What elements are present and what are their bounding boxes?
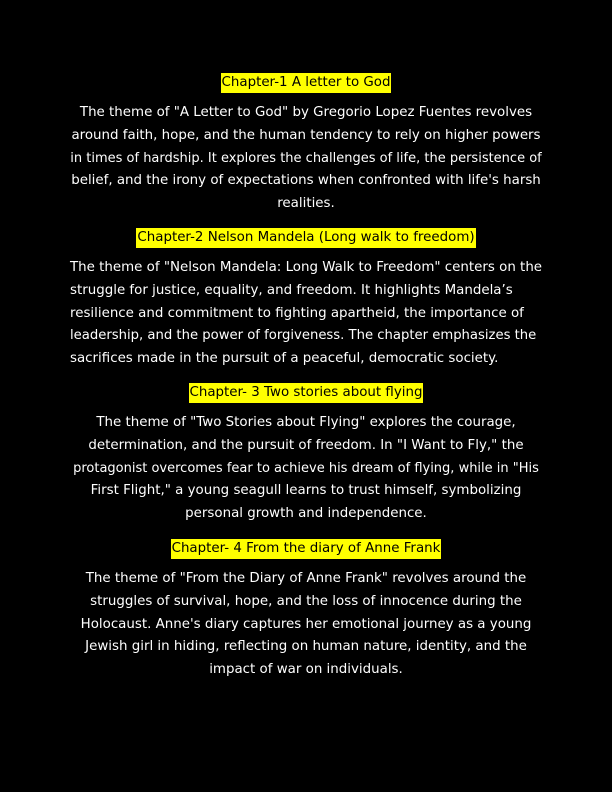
paragraph-line: Holocaust. Anne's diary captures her emotional journey as a young <box>80 616 532 632</box>
chapter-3-heading: Chapter- 3 Two stories about flying <box>189 383 424 403</box>
paragraph-line: leadership, and the power of forgiveness. The chapter emphasizes the <box>70 328 537 344</box>
paragraph-line: realities. <box>277 196 335 212</box>
chapter-3-section <box>70 381 542 526</box>
paragraph-line: First Flight," a young seagull learns to trust himself, symbolizing <box>90 483 522 499</box>
chapter-4-paragraph <box>70 568 542 682</box>
paragraph-line: personal growth and independence. <box>185 506 427 522</box>
paragraph-line: The theme of "From the Diary of Anne Frank" revolves around the <box>85 571 527 586</box>
paragraph-line: struggles of survival, hope, and the loss of innocence during the <box>90 593 522 609</box>
paragraph-line: determination, and the pursuit of freedom. In "I Want to Fly," the <box>88 437 524 453</box>
paragraph-line: resilience and commitment to fighting apartheid, the importance of <box>70 305 524 321</box>
paragraph-line: sacrifices made in the pursuit of a peaceful, democratic society. <box>70 351 499 367</box>
paragraph-line: The theme of "Nelson Mandela: Long Walk to Freedom" centers on the <box>70 260 543 275</box>
paragraph-line: impact of war on individuals. <box>209 662 403 678</box>
paragraph-line: protagonist overcomes fear to achieve his dream of flying, while in "His <box>73 460 539 476</box>
paragraph-line: The theme of "Two Stories about Flying" explores the courage, <box>96 415 516 430</box>
paragraph-line: Jewish girl in hiding, reflecting on human nature, identity, and the <box>85 639 527 655</box>
chapter-4-heading: Chapter- 4 From the diary of Anne Frank <box>171 539 442 559</box>
paragraph-line: belief, and the irony of expectations when confronted with life's harsh <box>71 173 541 189</box>
chapter-4-section <box>70 537 542 682</box>
chapter-1-heading: Chapter-1 A letter to God <box>221 73 392 93</box>
paragraph-line: The theme of "A Letter to God" by Gregorio Lopez Fuentes revolves <box>79 105 533 120</box>
paragraph-line: in times of hardship. It explores the challenges of life, the persistence of <box>70 150 542 166</box>
chapter-3-paragraph <box>70 412 542 526</box>
paragraph-line: struggle for justice, equality, and freedom. It highlights Mandela’s <box>70 282 513 298</box>
chapter-1-section <box>70 71 542 216</box>
chapter-1-paragraph <box>70 102 542 216</box>
chapter-2-heading: Chapter-2 Nelson Mandela (Long walk to freedom) <box>136 228 475 248</box>
paragraph-line: around faith, hope, and the human tendency to rely on higher powers <box>71 127 541 143</box>
chapter-2-paragraph <box>70 257 542 371</box>
chapter-2-section <box>70 226 542 371</box>
